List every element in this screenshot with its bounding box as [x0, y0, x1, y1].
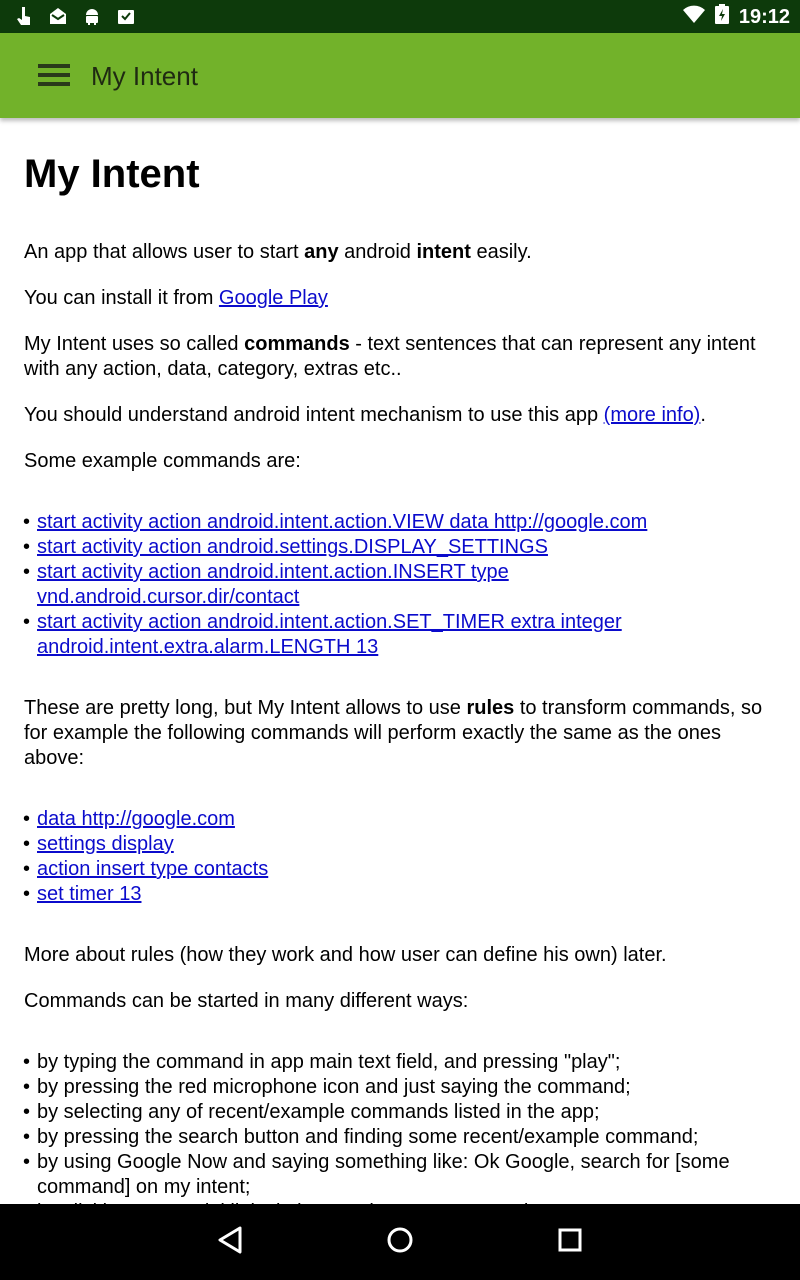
app-bar — [0, 33, 800, 118]
install-paragraph: You can install it from Google Play — [24, 287, 328, 309]
example-command-link[interactable]: start activity action android.intent.action.INSERT type vnd.android.cursor.dir/contact — [37, 561, 509, 608]
home-icon — [386, 1226, 414, 1259]
list-item: • by pressing the red microphone icon and just saying the command; — [37, 1075, 776, 1100]
menu-button[interactable] — [30, 53, 78, 101]
home-button[interactable] — [380, 1222, 420, 1262]
list-item — [37, 857, 776, 882]
list-item: • by pressing the search button and finding some recent/example command; — [37, 1125, 776, 1150]
list-item: • by typing the command in app main text field, and pressing "play"; — [37, 1050, 776, 1075]
rules-later-paragraph: More about rules (how they work and how user can define his own) later. — [24, 944, 667, 966]
short-commands-list — [24, 807, 776, 907]
navigation-bar — [0, 1204, 800, 1280]
status-time: 19:12 — [738, 5, 790, 28]
list-item — [37, 535, 776, 560]
list-item — [37, 807, 776, 832]
touch-icon — [14, 6, 34, 26]
example-command-link[interactable]: start activity action android.intent.action.VIEW data http://google.com — [37, 511, 648, 533]
ways-list — [24, 1050, 776, 1225]
short-command-link[interactable]: action insert type contacts — [37, 858, 269, 880]
hamburger-icon — [38, 63, 70, 92]
list-item: • by using Google Now and saying something like: Ok Google, search for [some command] on my intent; — [37, 1150, 776, 1200]
example-commands-list — [24, 510, 776, 660]
google-play-link[interactable]: Google Play — [218, 287, 328, 309]
content-area[interactable] — [0, 118, 800, 1204]
status-bar — [0, 0, 800, 33]
example-command-link[interactable]: start activity action android.settings.DISPLAY_SETTINGS — [37, 536, 548, 558]
wifi-icon — [683, 5, 705, 28]
understand-paragraph: You should understand android intent mechanism to use this app (more info). — [24, 404, 706, 426]
short-command-link[interactable]: set timer 13 — [37, 883, 142, 905]
short-command-link[interactable]: settings display — [37, 833, 174, 855]
list-item: • by selecting any of recent/example commands listed in the app; — [37, 1100, 776, 1125]
list-item — [37, 610, 776, 660]
back-icon — [217, 1226, 243, 1259]
recents-button[interactable] — [550, 1222, 590, 1262]
mail-icon — [48, 6, 68, 26]
example-command-link[interactable]: start activity action android.intent.action.SET_TIMER extra integer android.intent.extra.alarm.LENGTH 13 — [37, 611, 622, 658]
page-title: My Intent — [24, 152, 200, 196]
list-item — [37, 560, 776, 610]
commands-paragraph: My Intent uses so called commands - text sentences that can represent any intent with any action, data, category, extras etc.. — [24, 333, 756, 380]
battery-icon — [715, 4, 729, 29]
list-item — [37, 832, 776, 857]
checkbox-mail-icon — [116, 6, 136, 26]
short-command-link[interactable]: data http://google.com — [37, 808, 235, 830]
rules-paragraph: These are pretty long, but My Intent allows to use rules to transform commands, so for example the following commands will perform exactly the same as the ones above: — [24, 697, 763, 769]
intro-paragraph: An app that allows user to start any android intent easily. — [24, 241, 532, 263]
app-title: My Intent — [91, 61, 198, 91]
examples-intro: Some example commands are: — [24, 450, 301, 472]
back-button[interactable] — [210, 1222, 250, 1262]
android-icon — [82, 6, 102, 26]
list-item — [37, 510, 776, 535]
ways-intro: Commands can be started in many different ways: — [24, 990, 469, 1012]
recents-icon — [558, 1228, 582, 1257]
more-info-link[interactable]: (more info) — [603, 404, 701, 426]
list-item — [37, 882, 776, 907]
